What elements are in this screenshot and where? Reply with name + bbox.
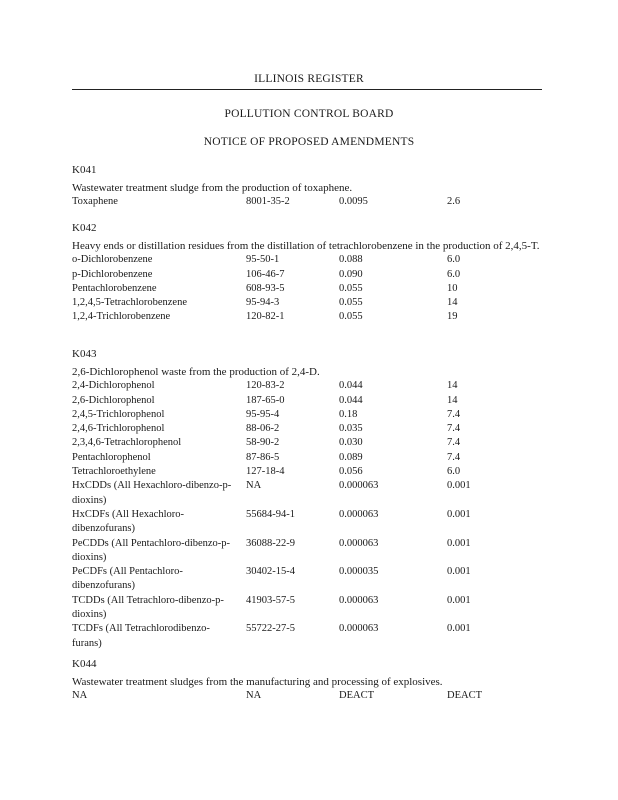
waste-description: Wastewater treatment sludges from the manufacturing and processing of explosives.	[72, 676, 443, 688]
wastewater-standard: 0.044	[339, 380, 363, 392]
constituent-name: o-Dichlorobenzene	[72, 254, 153, 266]
table-row	[72, 465, 552, 479]
cas-number: 95-94-3	[246, 297, 280, 309]
table-row	[72, 565, 552, 594]
table-row	[72, 436, 552, 450]
constituent-name: 1,2,4-Trichlorobenzene	[72, 311, 171, 323]
waste-section-k044	[72, 657, 552, 704]
waste-code: K044	[72, 658, 97, 670]
wastewater-standard: 0.088	[339, 254, 363, 266]
wastewater-standard: 0.055	[339, 311, 363, 323]
constituent-name: PeCDFs (All Pentachloro-dibenzofurans)	[72, 566, 183, 592]
waste-description: Wastewater treatment sludge from the production of toxaphene.	[72, 182, 353, 194]
wastewater-standard: 0.000063	[339, 480, 379, 492]
nonwastewater-standard: 7.4	[447, 451, 461, 463]
nonwastewater-standard: 2.6	[447, 196, 461, 208]
constituent-name: Pentachlorobenzene	[72, 282, 157, 294]
wastewater-standard: 0.000035	[339, 566, 379, 578]
wastewater-standard: 0.030	[339, 437, 363, 449]
table-row	[72, 408, 552, 422]
table-row	[72, 268, 552, 282]
constituent-name: PeCDDs (All Pentachloro-dibenzo-p-dioxins)	[72, 537, 231, 563]
table-row	[72, 508, 552, 537]
cas-number: 55722-27-5	[246, 623, 295, 635]
header-rule	[72, 89, 542, 90]
wastewater-standard: 0.18	[339, 408, 358, 420]
nonwastewater-standard: 0.001	[447, 537, 471, 549]
waste-section-k042	[72, 221, 552, 325]
table-row	[72, 310, 552, 324]
nonwastewater-standard: 0.001	[447, 594, 471, 606]
constituent-name: 1,2,4,5-Tetrachlorobenzene	[72, 297, 188, 309]
constituent-name: HxCDFs (All Hexachloro-dibenzofurans)	[72, 508, 184, 535]
register-title: ILLINOIS REGISTER	[254, 73, 364, 85]
wastewater-standard: 0.000063	[339, 537, 379, 549]
cas-number: 187-65-0	[246, 394, 285, 406]
wastewater-standard: 0.000063	[339, 508, 379, 520]
nonwastewater-standard: 6.0	[447, 254, 461, 266]
waste-code: K043	[72, 348, 97, 360]
constituent-name: TCDDs (All Tetrachloro-dibenzo-p-dioxins)	[72, 594, 224, 621]
constituent-name: NA	[72, 690, 88, 702]
nonwastewater-standard: 0.001	[447, 508, 471, 520]
cas-number: 87-86-5	[246, 451, 280, 463]
nonwastewater-standard: 14	[447, 297, 458, 309]
cas-number: 30402-15-4	[246, 566, 295, 578]
table-row	[72, 594, 552, 623]
wastewater-standard: 0.044	[339, 394, 363, 406]
wastewater-standard: 0.089	[339, 451, 363, 463]
constituent-name: 2,4-Dichlorophenol	[72, 380, 155, 392]
wastewater-standard: 0.090	[339, 268, 363, 280]
wastewater-standard: 0.035	[339, 423, 363, 435]
wastewater-standard: 0.055	[339, 282, 363, 294]
wastewater-standard: 0.056	[339, 466, 363, 478]
cas-number: 127-18-4	[246, 466, 285, 478]
cas-number: 88-06-2	[246, 423, 280, 435]
nonwastewater-standard: 7.4	[447, 408, 461, 420]
constituent-name: 2,3,4,6-Tetrachlorophenol	[72, 437, 182, 449]
cas-number: 41903-57-5	[246, 594, 295, 606]
table-row	[72, 689, 552, 703]
table-row	[72, 422, 552, 436]
constituent-name: 2,4,6-Trichlorophenol	[72, 423, 165, 435]
cas-number: 36088-22-9	[246, 537, 295, 549]
cas-number: 8001-35-2	[246, 196, 290, 208]
wastewater-standard: 0.000063	[339, 594, 379, 606]
waste-code: K042	[72, 222, 97, 234]
wastewater-standard: DEACT	[339, 690, 374, 702]
table-row	[72, 296, 552, 310]
notice-title: NOTICE OF PROPOSED AMENDMENTS	[203, 136, 415, 148]
cas-number: 608-93-5	[246, 282, 285, 294]
waste-code: K041	[72, 164, 97, 176]
wastewater-standard: 0.0095	[339, 196, 368, 208]
table-row	[72, 394, 552, 408]
cas-number: 95-95-4	[246, 408, 280, 420]
constituent-name: p-Dichlorobenzene	[72, 268, 153, 280]
waste-section-k041	[72, 163, 552, 210]
constituent-name: TCDFs (All Tetrachlorodibenzo-furans)	[72, 623, 210, 649]
nonwastewater-standard: 7.4	[447, 423, 461, 435]
waste-description: Heavy ends or distillation residues from the distillation of tetrachlorobenzene in the production of 2,4,5-T.	[72, 240, 540, 252]
table-row	[72, 537, 552, 566]
cas-number: 106-46-7	[246, 268, 285, 280]
constituent-name: Pentachlorophenol	[72, 451, 151, 463]
cas-number: 58-90-2	[246, 437, 280, 449]
board-title: POLLUTION CONTROL BOARD	[224, 108, 394, 120]
constituent-name: Toxaphene	[72, 196, 118, 208]
cas-number: 120-83-2	[246, 380, 285, 392]
constituent-name: Tetrachloroethylene	[72, 466, 156, 478]
nonwastewater-standard: 14	[447, 394, 458, 406]
nonwastewater-standard: 0.001	[447, 566, 471, 578]
nonwastewater-standard: 19	[447, 311, 458, 323]
table-row	[72, 622, 552, 651]
waste-section-k043	[72, 347, 552, 651]
wastewater-standard: 0.055	[339, 297, 363, 309]
wastewater-standard: 0.000063	[339, 623, 379, 635]
cas-number: 55684-94-1	[246, 508, 295, 520]
table-row	[72, 253, 552, 267]
table-row	[72, 282, 552, 296]
nonwastewater-standard: 7.4	[447, 437, 461, 449]
cas-number: 120-82-1	[246, 311, 285, 323]
nonwastewater-standard: 14	[447, 380, 458, 392]
constituent-name: 2,4,5-Trichlorophenol	[72, 408, 165, 420]
nonwastewater-standard: 6.0	[447, 466, 461, 478]
table-row	[72, 479, 552, 508]
constituent-name: HxCDDs (All Hexachloro-dibenzo-p-dioxins)	[72, 480, 232, 506]
table-row	[72, 195, 552, 209]
constituent-name: 2,6-Dichlorophenol	[72, 394, 155, 406]
nonwastewater-standard: DEACT	[447, 690, 482, 702]
cas-number: NA	[246, 690, 262, 702]
nonwastewater-standard: 6.0	[447, 268, 461, 280]
nonwastewater-standard: 0.001	[447, 480, 471, 492]
waste-description: 2,6-Dichlorophenol waste from the production of 2,4-D.	[72, 366, 320, 378]
table-row	[72, 379, 552, 393]
cas-number: NA	[246, 480, 262, 492]
nonwastewater-standard: 0.001	[447, 623, 471, 635]
nonwastewater-standard: 10	[447, 282, 458, 294]
cas-number: 95-50-1	[246, 254, 280, 266]
table-row	[72, 451, 552, 465]
